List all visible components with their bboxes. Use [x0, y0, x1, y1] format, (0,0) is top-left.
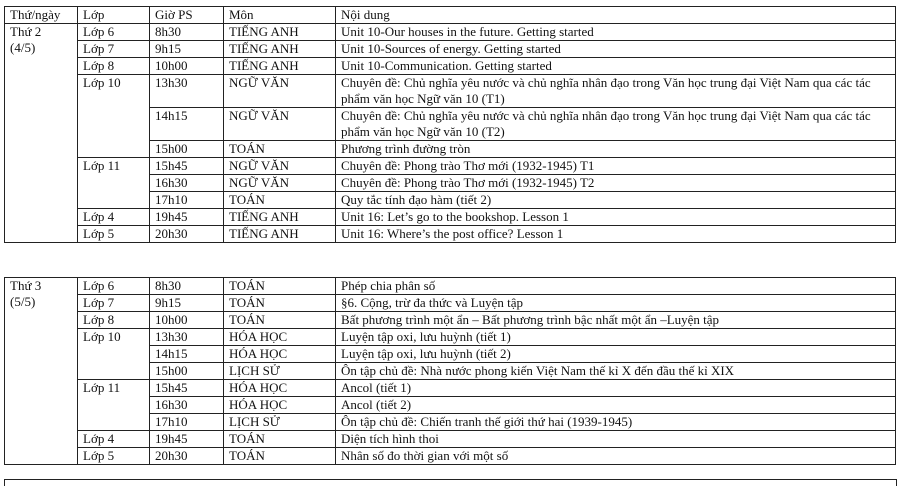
time-cell: 15h45 [150, 158, 224, 175]
class-cell: Lớp 4 [78, 209, 150, 226]
subject-cell: TOÁN [224, 431, 336, 448]
table-row [5, 75, 896, 108]
subject-cell: TOÁN [224, 278, 336, 295]
content-cell: Unit 16: Let’s go to the bookshop. Lesson 1 [336, 209, 896, 226]
class-cell: Lớp 10 [78, 75, 150, 158]
day-date: (5/5) [10, 294, 36, 309]
header-time: Giờ PS [150, 7, 224, 24]
time-cell: 15h00 [150, 363, 224, 380]
content-cell: Ôn tập chủ đề: Chiến tranh thế giới thứ hai (1939-1945) [336, 414, 896, 431]
header-content: Nội dung [336, 7, 896, 24]
time-cell: 16h30 [150, 397, 224, 414]
subject-cell: TIẾNG ANH [224, 24, 336, 41]
time-cell: 20h30 [150, 448, 224, 465]
table-row [5, 58, 896, 75]
time-cell: 20h30 [150, 226, 224, 243]
content-cell: Unit 10-Our houses in the future. Getting started [336, 24, 896, 41]
content-cell: Luyện tập oxi, lưu huỳnh (tiết 2) [336, 346, 896, 363]
table-row [5, 41, 896, 58]
table-row [5, 431, 896, 448]
class-cell: Lớp 6 [78, 24, 150, 41]
class-cell: Lớp 8 [78, 312, 150, 329]
subject-cell: TIẾNG ANH [224, 209, 336, 226]
subject-cell: TOÁN [224, 448, 336, 465]
time-cell: 8h30 [150, 24, 224, 41]
content-cell: Chuyên đề: Phong trào Thơ mới (1932-1945) T2 [336, 175, 896, 192]
table-row [5, 209, 896, 226]
content-cell: §6. Cộng, trừ đa thức và Luyện tập [336, 295, 896, 312]
table-row [5, 380, 896, 397]
subject-cell: LỊCH SỬ [224, 414, 336, 431]
content-cell: Chuyên đề: Phong trào Thơ mới (1932-1945) T1 [336, 158, 896, 175]
content-cell: Ancol (tiết 2) [336, 397, 896, 414]
subject-cell: HÓA HỌC [224, 397, 336, 414]
table-row [5, 295, 896, 312]
subject-cell: NGỮ VĂN [224, 158, 336, 175]
subject-cell: HÓA HỌC [224, 380, 336, 397]
time-cell: 15h45 [150, 380, 224, 397]
subject-cell: HÓA HỌC [224, 346, 336, 363]
header-class: Lớp [78, 7, 150, 24]
table-row [5, 448, 896, 465]
content-cell: Phương trình đường tròn [336, 141, 896, 158]
day-cell [5, 24, 78, 243]
time-cell: 17h10 [150, 192, 224, 209]
time-cell: 13h30 [150, 75, 224, 108]
content-cell: Ôn tập chủ đề: Nhà nước phong kiến Việt Nam thế kỉ X đến đầu thế kỉ XIX [336, 363, 896, 380]
content-cell: Nhân số đo thời gian với một số [336, 448, 896, 465]
subject-cell: NGỮ VĂN [224, 175, 336, 192]
class-cell: Lớp 11 [78, 158, 150, 209]
content-cell: Phép chia phân số [336, 278, 896, 295]
table-row [5, 158, 896, 175]
class-cell: Lớp 5 [78, 226, 150, 243]
day-label: Thứ 3 [10, 278, 42, 293]
class-cell: Lớp 4 [78, 431, 150, 448]
time-cell: 9h15 [150, 295, 224, 312]
subject-cell: NGỮ VĂN [224, 108, 336, 141]
table-row [5, 226, 896, 243]
time-cell: 19h45 [150, 209, 224, 226]
time-cell: 8h30 [150, 278, 224, 295]
class-cell: Lớp 7 [78, 41, 150, 58]
class-cell: Lớp 8 [78, 58, 150, 75]
day-cell [5, 278, 78, 465]
day-label: Thứ 2 [10, 24, 42, 39]
table-row [5, 312, 896, 329]
content-cell: Luyện tập oxi, lưu huỳnh (tiết 1) [336, 329, 896, 346]
header-day: Thứ/ngày [5, 7, 78, 24]
time-cell: 14h15 [150, 346, 224, 363]
time-cell: 15h00 [150, 141, 224, 158]
table-row [5, 278, 896, 295]
time-cell: 17h10 [150, 414, 224, 431]
content-cell: Chuyên đề: Chủ nghĩa yêu nước và chủ nghĩa nhân đạo trong Văn học trung đại Việt Nam qua các tác phẩm văn học Ngữ văn 10 (T2) [336, 108, 896, 141]
subject-cell: TIẾNG ANH [224, 41, 336, 58]
content-cell: Ancol (tiết 1) [336, 380, 896, 397]
subject-cell: TOÁN [224, 295, 336, 312]
schedule-table-monday [4, 6, 896, 243]
time-cell: 10h00 [150, 58, 224, 75]
content-cell: Chuyên đề: Chủ nghĩa yêu nước và chủ nghĩa nhân đạo trong Văn học trung đại Việt Nam qua các tác phẩm văn học Ngữ văn 10 (T1) [336, 75, 896, 108]
time-cell: 10h00 [150, 312, 224, 329]
time-cell: 16h30 [150, 175, 224, 192]
content-cell: Unit 10-Sources of energy. Getting started [336, 41, 896, 58]
day-date: (4/5) [10, 40, 36, 55]
content-cell: Bất phương trình một ẩn – Bất phương trình bậc nhất một ẩn –Luyện tập [336, 312, 896, 329]
subject-cell: TIẾNG ANH [224, 58, 336, 75]
time-cell: 19h45 [150, 431, 224, 448]
next-table-edge [4, 479, 897, 486]
table-row [5, 24, 896, 41]
time-cell: 13h30 [150, 329, 224, 346]
class-cell: Lớp 10 [78, 329, 150, 380]
content-cell: Unit 16: Where’s the post office? Lesson 1 [336, 226, 896, 243]
subject-cell: TOÁN [224, 141, 336, 158]
header-subject: Môn [224, 7, 336, 24]
class-cell: Lớp 11 [78, 380, 150, 431]
content-cell: Unit 10-Communication. Getting started [336, 58, 896, 75]
subject-cell: TIẾNG ANH [224, 226, 336, 243]
subject-cell: LỊCH SỬ [224, 363, 336, 380]
time-cell: 9h15 [150, 41, 224, 58]
schedule-table-tuesday [4, 277, 896, 465]
time-cell: 14h15 [150, 108, 224, 141]
subject-cell: NGỮ VĂN [224, 75, 336, 108]
class-cell: Lớp 7 [78, 295, 150, 312]
class-cell: Lớp 6 [78, 278, 150, 295]
content-cell: Diện tích hình thoi [336, 431, 896, 448]
table-row [5, 329, 896, 346]
header-row [5, 7, 896, 24]
content-cell: Quy tắc tính đạo hàm (tiết 2) [336, 192, 896, 209]
subject-cell: TOÁN [224, 192, 336, 209]
class-cell: Lớp 5 [78, 448, 150, 465]
subject-cell: HÓA HỌC [224, 329, 336, 346]
subject-cell: TOÁN [224, 312, 336, 329]
